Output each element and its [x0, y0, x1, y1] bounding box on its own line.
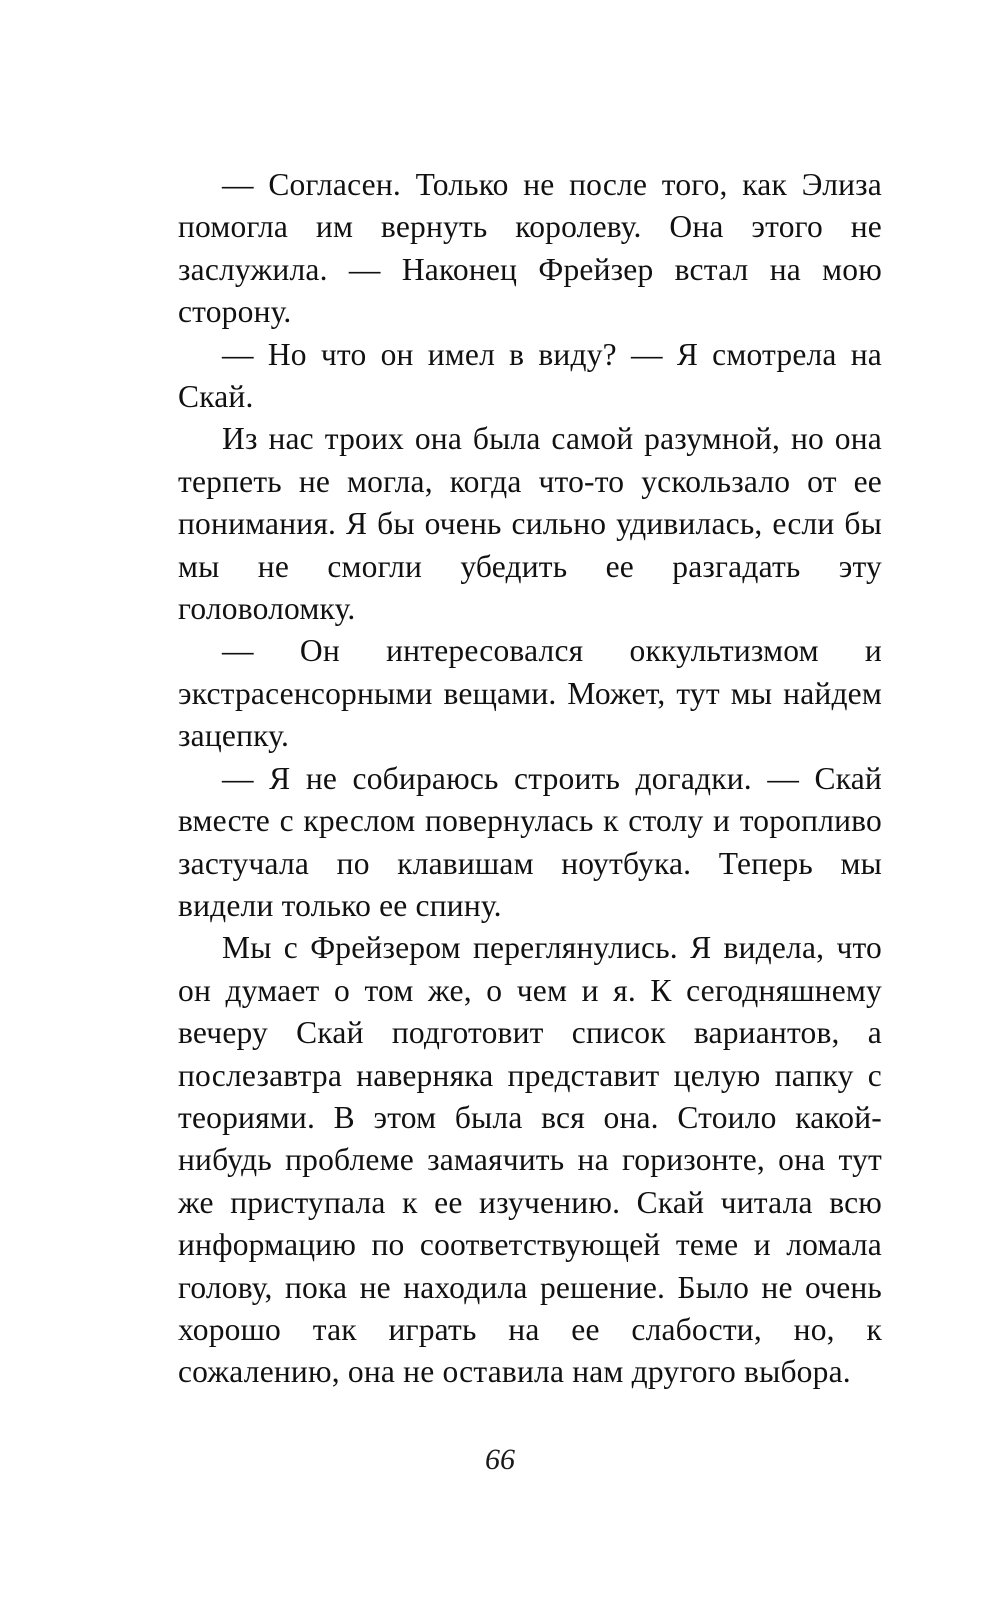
- page-number: 66: [485, 1443, 515, 1476]
- paragraph-5: — Я не собираюсь строить догадки. — Скай вместе с креслом повернулась к столу и торопливо застучала по клавишам ноутбука. Теперь мы видели только ее спину.: [178, 760, 882, 923]
- paragraph-3: Из нас троих она была самой разумной, но она терпеть не могла, когда что-то ускользало от ее понимания. Я бы очень сильно удивилась, если бы мы не смогли убедить ее разгадать эту головоломку.: [178, 421, 882, 627]
- paragraph-1: — Согласен. Только не после того, как Элиза помогла им вернуть королеву. Она этого не заслужила. — Наконец Фрейзер встал на мою сторону.: [178, 167, 882, 330]
- paragraph-2: — Но что он имел в виду? — Я смотрела на Скай.: [178, 336, 882, 415]
- paragraph-4: — Он интересовался оккультизмом и экстрасенсорными вещами. Может, тут мы найдем зацепку.: [178, 633, 882, 754]
- book-page-text: [178, 164, 882, 1394]
- paragraph-6: Мы с Фрейзером переглянулись. Я видела, что он думает о том же, о чем и я. К сегодняшнему вечеру Скай подготовит список вариантов, а послезавтра наверняка представит целую папку с теориями. В этом была вся она. Стоило какой-нибудь проблеме замаячить на горизонте, она тут же приступала к ее изучению. Скай читала всю информацию по соответствующей теме и ломала голову, пока не находила решение. Было не очень хорошо так играть на ее слабости, но, к сожалению, она не оставила нам другого выбора.: [178, 930, 882, 1390]
